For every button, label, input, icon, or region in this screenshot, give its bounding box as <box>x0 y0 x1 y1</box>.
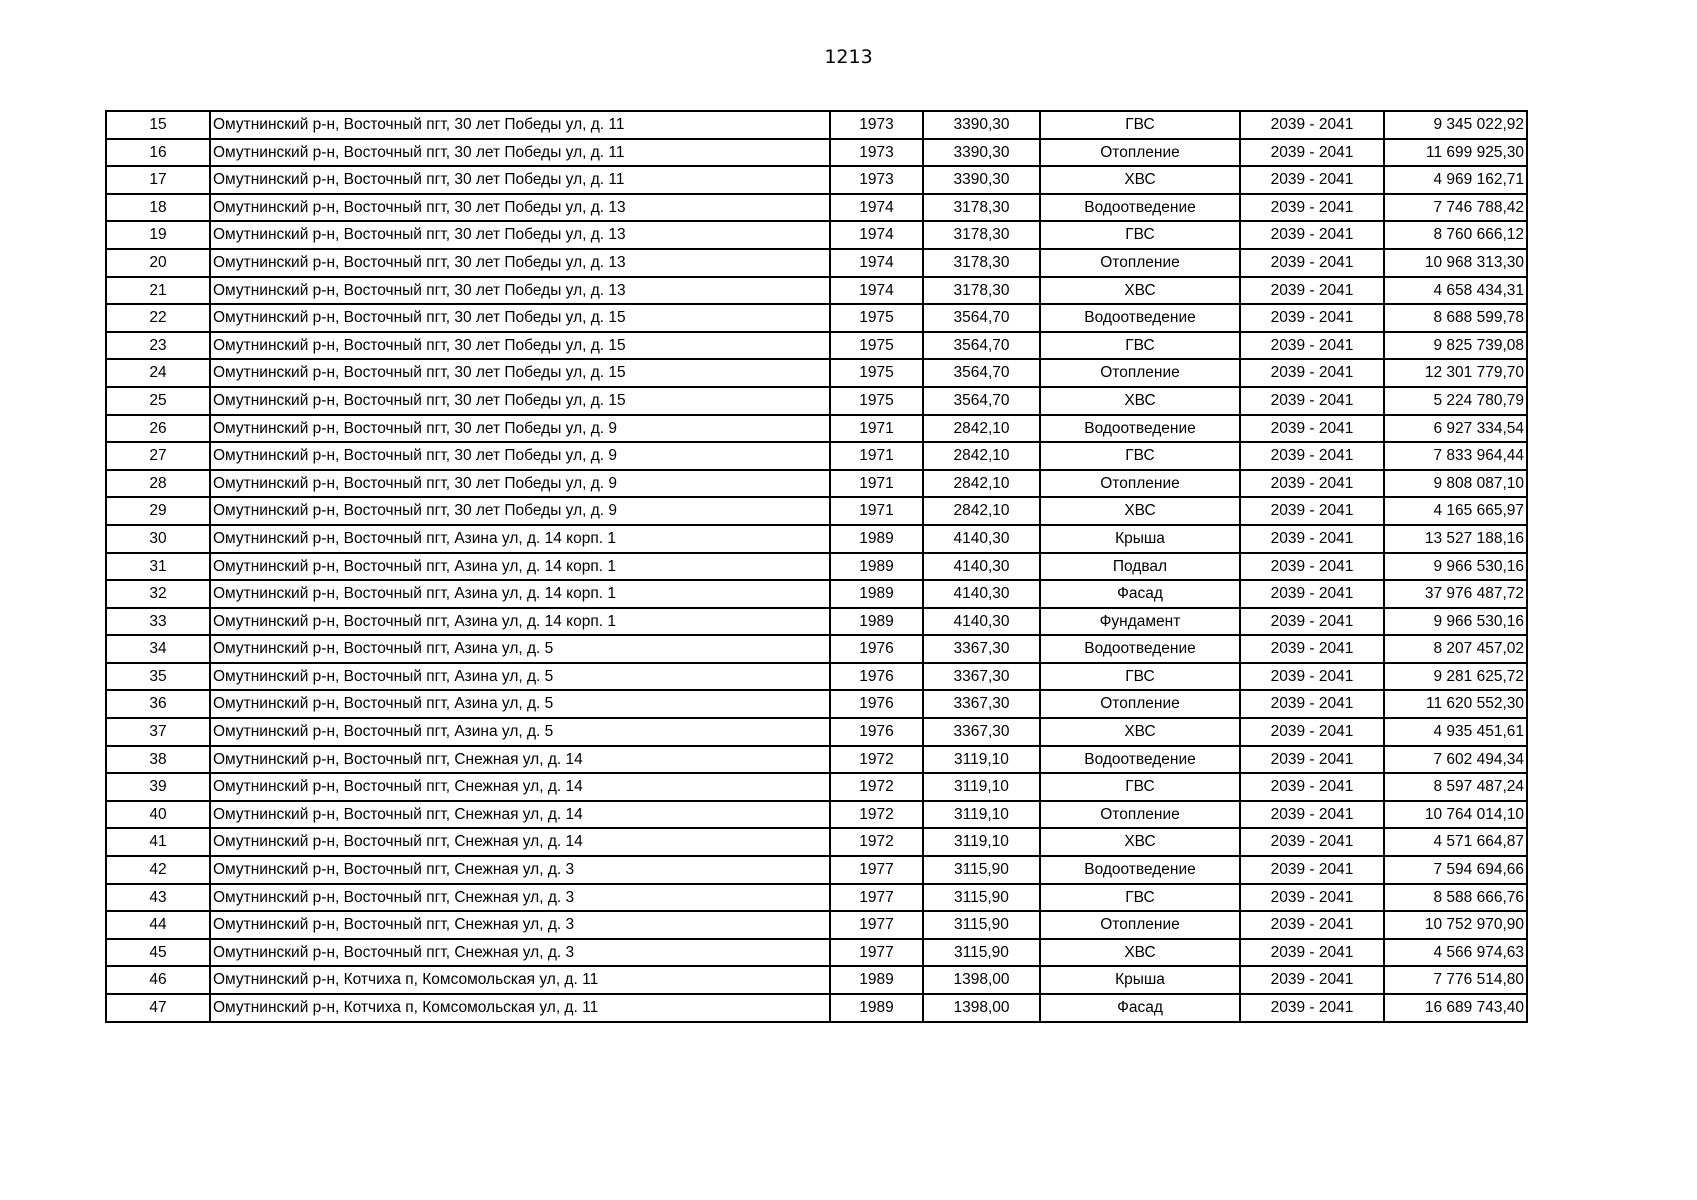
row-number-cell: 23 <box>106 332 210 360</box>
area-cell: 3119,10 <box>923 801 1040 829</box>
address-cell: Омутнинский р-н, Восточный пгт, 30 лет Победы ул, д. 15 <box>210 387 830 415</box>
period-cell: 2039 - 2041 <box>1240 994 1384 1022</box>
year-built-cell: 1989 <box>830 966 923 994</box>
cost-cell: 7 594 694,66 <box>1384 856 1527 884</box>
table-row <box>106 939 1527 967</box>
year-built-cell: 1975 <box>830 359 923 387</box>
area-cell: 3367,30 <box>923 690 1040 718</box>
area-cell: 1398,00 <box>923 994 1040 1022</box>
row-number-cell: 26 <box>106 415 210 443</box>
work-type-cell: Отопление <box>1040 249 1240 277</box>
period-cell: 2039 - 2041 <box>1240 359 1384 387</box>
work-type-cell: ГВС <box>1040 773 1240 801</box>
row-number-cell: 33 <box>106 608 210 636</box>
row-number-cell: 25 <box>106 387 210 415</box>
address-cell: Омутнинский р-н, Восточный пгт, 30 лет Победы ул, д. 15 <box>210 359 830 387</box>
table-row <box>106 718 1527 746</box>
cost-cell: 10 764 014,10 <box>1384 801 1527 829</box>
work-type-cell: ХВС <box>1040 939 1240 967</box>
cost-cell: 7 746 788,42 <box>1384 194 1527 222</box>
year-built-cell: 1971 <box>830 470 923 498</box>
area-cell: 3115,90 <box>923 884 1040 912</box>
area-cell: 3367,30 <box>923 718 1040 746</box>
period-cell: 2039 - 2041 <box>1240 166 1384 194</box>
work-type-cell: Фасад <box>1040 580 1240 608</box>
address-cell: Омутнинский р-н, Восточный пгт, 30 лет Победы ул, д. 9 <box>210 470 830 498</box>
year-built-cell: 1989 <box>830 580 923 608</box>
year-built-cell: 1977 <box>830 856 923 884</box>
table-row <box>106 470 1527 498</box>
period-cell: 2039 - 2041 <box>1240 442 1384 470</box>
row-number-cell: 30 <box>106 525 210 553</box>
address-cell: Омутнинский р-н, Восточный пгт, Снежная ул, д. 14 <box>210 828 830 856</box>
year-built-cell: 1971 <box>830 497 923 525</box>
table-row <box>106 359 1527 387</box>
table-row <box>106 111 1527 139</box>
address-cell: Омутнинский р-н, Восточный пгт, 30 лет Победы ул, д. 11 <box>210 139 830 167</box>
period-cell: 2039 - 2041 <box>1240 194 1384 222</box>
address-cell: Омутнинский р-н, Котчиха п, Комсомольская ул, д. 11 <box>210 994 830 1022</box>
cost-cell: 9 345 022,92 <box>1384 111 1527 139</box>
address-cell: Омутнинский р-н, Восточный пгт, 30 лет Победы ул, д. 15 <box>210 304 830 332</box>
work-type-cell: Крыша <box>1040 525 1240 553</box>
period-cell: 2039 - 2041 <box>1240 911 1384 939</box>
address-cell: Омутнинский р-н, Котчиха п, Комсомольская ул, д. 11 <box>210 966 830 994</box>
period-cell: 2039 - 2041 <box>1240 746 1384 774</box>
cost-cell: 12 301 779,70 <box>1384 359 1527 387</box>
address-cell: Омутнинский р-н, Восточный пгт, 30 лет Победы ул, д. 13 <box>210 277 830 305</box>
area-cell: 3367,30 <box>923 635 1040 663</box>
area-cell: 3115,90 <box>923 856 1040 884</box>
table-row <box>106 746 1527 774</box>
table-row <box>106 911 1527 939</box>
area-cell: 3119,10 <box>923 773 1040 801</box>
work-type-cell: Отопление <box>1040 470 1240 498</box>
row-number-cell: 16 <box>106 139 210 167</box>
period-cell: 2039 - 2041 <box>1240 111 1384 139</box>
row-number-cell: 40 <box>106 801 210 829</box>
table-row <box>106 608 1527 636</box>
cost-cell: 9 808 087,10 <box>1384 470 1527 498</box>
repair-schedule-table <box>105 110 1528 1023</box>
row-number-cell: 21 <box>106 277 210 305</box>
area-cell: 3178,30 <box>923 249 1040 277</box>
row-number-cell: 45 <box>106 939 210 967</box>
year-built-cell: 1989 <box>830 608 923 636</box>
area-cell: 3390,30 <box>923 139 1040 167</box>
period-cell: 2039 - 2041 <box>1240 415 1384 443</box>
cost-cell: 4 658 434,31 <box>1384 277 1527 305</box>
row-number-cell: 47 <box>106 994 210 1022</box>
period-cell: 2039 - 2041 <box>1240 608 1384 636</box>
period-cell: 2039 - 2041 <box>1240 553 1384 581</box>
work-type-cell: Отопление <box>1040 139 1240 167</box>
cost-cell: 16 689 743,40 <box>1384 994 1527 1022</box>
address-cell: Омутнинский р-н, Восточный пгт, Снежная ул, д. 14 <box>210 773 830 801</box>
year-built-cell: 1976 <box>830 635 923 663</box>
table-row <box>106 166 1527 194</box>
cost-cell: 8 207 457,02 <box>1384 635 1527 663</box>
period-cell: 2039 - 2041 <box>1240 580 1384 608</box>
row-number-cell: 38 <box>106 746 210 774</box>
period-cell: 2039 - 2041 <box>1240 828 1384 856</box>
area-cell: 3119,10 <box>923 746 1040 774</box>
work-type-cell: Отопление <box>1040 359 1240 387</box>
area-cell: 3115,90 <box>923 911 1040 939</box>
work-type-cell: ГВС <box>1040 332 1240 360</box>
year-built-cell: 1975 <box>830 387 923 415</box>
period-cell: 2039 - 2041 <box>1240 939 1384 967</box>
work-type-cell: ГВС <box>1040 221 1240 249</box>
work-type-cell: ХВС <box>1040 828 1240 856</box>
cost-cell: 4 571 664,87 <box>1384 828 1527 856</box>
period-cell: 2039 - 2041 <box>1240 635 1384 663</box>
area-cell: 3115,90 <box>923 939 1040 967</box>
year-built-cell: 1974 <box>830 277 923 305</box>
work-type-cell: ГВС <box>1040 884 1240 912</box>
row-number-cell: 27 <box>106 442 210 470</box>
cost-cell: 7 833 964,44 <box>1384 442 1527 470</box>
year-built-cell: 1972 <box>830 773 923 801</box>
year-built-cell: 1974 <box>830 221 923 249</box>
work-type-cell: Крыша <box>1040 966 1240 994</box>
table-row <box>106 580 1527 608</box>
area-cell: 3178,30 <box>923 194 1040 222</box>
area-cell: 2842,10 <box>923 470 1040 498</box>
work-type-cell: Водоотведение <box>1040 635 1240 663</box>
row-number-cell: 44 <box>106 911 210 939</box>
address-cell: Омутнинский р-н, Восточный пгт, 30 лет Победы ул, д. 9 <box>210 415 830 443</box>
period-cell: 2039 - 2041 <box>1240 277 1384 305</box>
table-row <box>106 304 1527 332</box>
work-type-cell: ГВС <box>1040 111 1240 139</box>
work-type-cell: ХВС <box>1040 277 1240 305</box>
row-number-cell: 43 <box>106 884 210 912</box>
period-cell: 2039 - 2041 <box>1240 332 1384 360</box>
area-cell: 2842,10 <box>923 415 1040 443</box>
table-row <box>106 332 1527 360</box>
table-row <box>106 966 1527 994</box>
year-built-cell: 1971 <box>830 415 923 443</box>
period-cell: 2039 - 2041 <box>1240 139 1384 167</box>
table-row <box>106 635 1527 663</box>
table-row <box>106 221 1527 249</box>
period-cell: 2039 - 2041 <box>1240 221 1384 249</box>
table-row <box>106 525 1527 553</box>
table-row <box>106 553 1527 581</box>
row-number-cell: 41 <box>106 828 210 856</box>
cost-cell: 5 224 780,79 <box>1384 387 1527 415</box>
cost-cell: 8 597 487,24 <box>1384 773 1527 801</box>
work-type-cell: ГВС <box>1040 663 1240 691</box>
address-cell: Омутнинский р-н, Восточный пгт, Азина ул, д. 5 <box>210 690 830 718</box>
table-row <box>106 856 1527 884</box>
row-number-cell: 29 <box>106 497 210 525</box>
period-cell: 2039 - 2041 <box>1240 249 1384 277</box>
address-cell: Омутнинский р-н, Восточный пгт, 30 лет Победы ул, д. 9 <box>210 497 830 525</box>
area-cell: 3564,70 <box>923 332 1040 360</box>
period-cell: 2039 - 2041 <box>1240 470 1384 498</box>
cost-cell: 7 602 494,34 <box>1384 746 1527 774</box>
address-cell: Омутнинский р-н, Восточный пгт, Азина ул, д. 14 корп. 1 <box>210 553 830 581</box>
row-number-cell: 19 <box>106 221 210 249</box>
row-number-cell: 17 <box>106 166 210 194</box>
area-cell: 4140,30 <box>923 580 1040 608</box>
cost-cell: 9 966 530,16 <box>1384 608 1527 636</box>
cost-cell: 9 966 530,16 <box>1384 553 1527 581</box>
table-body <box>106 111 1527 1022</box>
page-number: 1213 <box>824 46 873 68</box>
address-cell: Омутнинский р-н, Восточный пгт, Азина ул, д. 5 <box>210 718 830 746</box>
work-type-cell: Отопление <box>1040 801 1240 829</box>
row-number-cell: 37 <box>106 718 210 746</box>
year-built-cell: 1972 <box>830 746 923 774</box>
address-cell: Омутнинский р-н, Восточный пгт, 30 лет Победы ул, д. 13 <box>210 194 830 222</box>
work-type-cell: Подвал <box>1040 553 1240 581</box>
address-cell: Омутнинский р-н, Восточный пгт, Снежная ул, д. 3 <box>210 856 830 884</box>
period-cell: 2039 - 2041 <box>1240 966 1384 994</box>
period-cell: 2039 - 2041 <box>1240 773 1384 801</box>
area-cell: 3390,30 <box>923 166 1040 194</box>
work-type-cell: Фасад <box>1040 994 1240 1022</box>
address-cell: Омутнинский р-н, Восточный пгт, Снежная ул, д. 3 <box>210 911 830 939</box>
table-row <box>106 442 1527 470</box>
period-cell: 2039 - 2041 <box>1240 387 1384 415</box>
address-cell: Омутнинский р-н, Восточный пгт, 30 лет Победы ул, д. 13 <box>210 249 830 277</box>
table-row <box>106 773 1527 801</box>
year-built-cell: 1972 <box>830 828 923 856</box>
address-cell: Омутнинский р-н, Восточный пгт, Азина ул, д. 14 корп. 1 <box>210 580 830 608</box>
cost-cell: 8 688 599,78 <box>1384 304 1527 332</box>
address-cell: Омутнинский р-н, Восточный пгт, Азина ул, д. 5 <box>210 663 830 691</box>
table-row <box>106 884 1527 912</box>
work-type-cell: Водоотведение <box>1040 856 1240 884</box>
cost-cell: 4 566 974,63 <box>1384 939 1527 967</box>
year-built-cell: 1974 <box>830 249 923 277</box>
address-cell: Омутнинский р-н, Восточный пгт, 30 лет Победы ул, д. 13 <box>210 221 830 249</box>
area-cell: 2842,10 <box>923 497 1040 525</box>
year-built-cell: 1976 <box>830 663 923 691</box>
area-cell: 4140,30 <box>923 553 1040 581</box>
cost-cell: 11 620 552,30 <box>1384 690 1527 718</box>
address-cell: Омутнинский р-н, Восточный пгт, Снежная ул, д. 3 <box>210 884 830 912</box>
table-row <box>106 387 1527 415</box>
address-cell: Омутнинский р-н, Восточный пгт, Снежная ул, д. 14 <box>210 801 830 829</box>
work-type-cell: ХВС <box>1040 497 1240 525</box>
table-row <box>106 690 1527 718</box>
cost-cell: 9 825 739,08 <box>1384 332 1527 360</box>
row-number-cell: 28 <box>106 470 210 498</box>
area-cell: 4140,30 <box>923 608 1040 636</box>
period-cell: 2039 - 2041 <box>1240 884 1384 912</box>
table-row <box>106 801 1527 829</box>
work-type-cell: Водоотведение <box>1040 304 1240 332</box>
work-type-cell: Водоотведение <box>1040 415 1240 443</box>
address-cell: Омутнинский р-н, Восточный пгт, Азина ул, д. 14 корп. 1 <box>210 525 830 553</box>
cost-cell: 37 976 487,72 <box>1384 580 1527 608</box>
cost-cell: 13 527 188,16 <box>1384 525 1527 553</box>
work-type-cell: Водоотведение <box>1040 746 1240 774</box>
table-row <box>106 249 1527 277</box>
year-built-cell: 1973 <box>830 166 923 194</box>
work-type-cell: ХВС <box>1040 166 1240 194</box>
cost-cell: 4 969 162,71 <box>1384 166 1527 194</box>
row-number-cell: 35 <box>106 663 210 691</box>
area-cell: 2842,10 <box>923 442 1040 470</box>
cost-cell: 8 760 666,12 <box>1384 221 1527 249</box>
cost-cell: 10 968 313,30 <box>1384 249 1527 277</box>
row-number-cell: 18 <box>106 194 210 222</box>
row-number-cell: 32 <box>106 580 210 608</box>
address-cell: Омутнинский р-н, Восточный пгт, Азина ул, д. 14 корп. 1 <box>210 608 830 636</box>
area-cell: 3178,30 <box>923 277 1040 305</box>
area-cell: 4140,30 <box>923 525 1040 553</box>
row-number-cell: 20 <box>106 249 210 277</box>
year-built-cell: 1977 <box>830 939 923 967</box>
period-cell: 2039 - 2041 <box>1240 525 1384 553</box>
table-row <box>106 663 1527 691</box>
year-built-cell: 1974 <box>830 194 923 222</box>
year-built-cell: 1972 <box>830 801 923 829</box>
area-cell: 3564,70 <box>923 359 1040 387</box>
address-cell: Омутнинский р-н, Восточный пгт, 30 лет Победы ул, д. 15 <box>210 332 830 360</box>
table-row <box>106 497 1527 525</box>
period-cell: 2039 - 2041 <box>1240 497 1384 525</box>
period-cell: 2039 - 2041 <box>1240 718 1384 746</box>
period-cell: 2039 - 2041 <box>1240 856 1384 884</box>
row-number-cell: 31 <box>106 553 210 581</box>
period-cell: 2039 - 2041 <box>1240 304 1384 332</box>
area-cell: 3564,70 <box>923 304 1040 332</box>
row-number-cell: 24 <box>106 359 210 387</box>
work-type-cell: Фундамент <box>1040 608 1240 636</box>
address-cell: Омутнинский р-н, Восточный пгт, Азина ул, д. 5 <box>210 635 830 663</box>
cost-cell: 7 776 514,80 <box>1384 966 1527 994</box>
year-built-cell: 1989 <box>830 994 923 1022</box>
table-row <box>106 277 1527 305</box>
row-number-cell: 42 <box>106 856 210 884</box>
cost-cell: 4 935 451,61 <box>1384 718 1527 746</box>
table-row <box>106 994 1527 1022</box>
year-built-cell: 1973 <box>830 111 923 139</box>
address-cell: Омутнинский р-н, Восточный пгт, 30 лет Победы ул, д. 11 <box>210 111 830 139</box>
table-row <box>106 194 1527 222</box>
address-cell: Омутнинский р-н, Восточный пгт, 30 лет Победы ул, д. 9 <box>210 442 830 470</box>
year-built-cell: 1976 <box>830 690 923 718</box>
table-row <box>106 828 1527 856</box>
area-cell: 3390,30 <box>923 111 1040 139</box>
period-cell: 2039 - 2041 <box>1240 690 1384 718</box>
year-built-cell: 1977 <box>830 884 923 912</box>
row-number-cell: 46 <box>106 966 210 994</box>
work-type-cell: Отопление <box>1040 911 1240 939</box>
row-number-cell: 15 <box>106 111 210 139</box>
row-number-cell: 39 <box>106 773 210 801</box>
work-type-cell: ГВС <box>1040 442 1240 470</box>
year-built-cell: 1977 <box>830 911 923 939</box>
year-built-cell: 1989 <box>830 553 923 581</box>
area-cell: 3119,10 <box>923 828 1040 856</box>
year-built-cell: 1975 <box>830 304 923 332</box>
year-built-cell: 1989 <box>830 525 923 553</box>
year-built-cell: 1971 <box>830 442 923 470</box>
table-row <box>106 139 1527 167</box>
year-built-cell: 1975 <box>830 332 923 360</box>
year-built-cell: 1976 <box>830 718 923 746</box>
row-number-cell: 36 <box>106 690 210 718</box>
work-type-cell: Отопление <box>1040 690 1240 718</box>
year-built-cell: 1973 <box>830 139 923 167</box>
row-number-cell: 22 <box>106 304 210 332</box>
row-number-cell: 34 <box>106 635 210 663</box>
cost-cell: 11 699 925,30 <box>1384 139 1527 167</box>
period-cell: 2039 - 2041 <box>1240 663 1384 691</box>
area-cell: 3367,30 <box>923 663 1040 691</box>
area-cell: 3178,30 <box>923 221 1040 249</box>
cost-cell: 6 927 334,54 <box>1384 415 1527 443</box>
table-row <box>106 415 1527 443</box>
work-type-cell: ХВС <box>1040 718 1240 746</box>
work-type-cell: Водоотведение <box>1040 194 1240 222</box>
period-cell: 2039 - 2041 <box>1240 801 1384 829</box>
cost-cell: 9 281 625,72 <box>1384 663 1527 691</box>
address-cell: Омутнинский р-н, Восточный пгт, Снежная ул, д. 3 <box>210 939 830 967</box>
cost-cell: 10 752 970,90 <box>1384 911 1527 939</box>
area-cell: 3564,70 <box>923 387 1040 415</box>
address-cell: Омутнинский р-н, Восточный пгт, 30 лет Победы ул, д. 11 <box>210 166 830 194</box>
area-cell: 1398,00 <box>923 966 1040 994</box>
cost-cell: 8 588 666,76 <box>1384 884 1527 912</box>
address-cell: Омутнинский р-н, Восточный пгт, Снежная ул, д. 14 <box>210 746 830 774</box>
cost-cell: 4 165 665,97 <box>1384 497 1527 525</box>
work-type-cell: ХВС <box>1040 387 1240 415</box>
